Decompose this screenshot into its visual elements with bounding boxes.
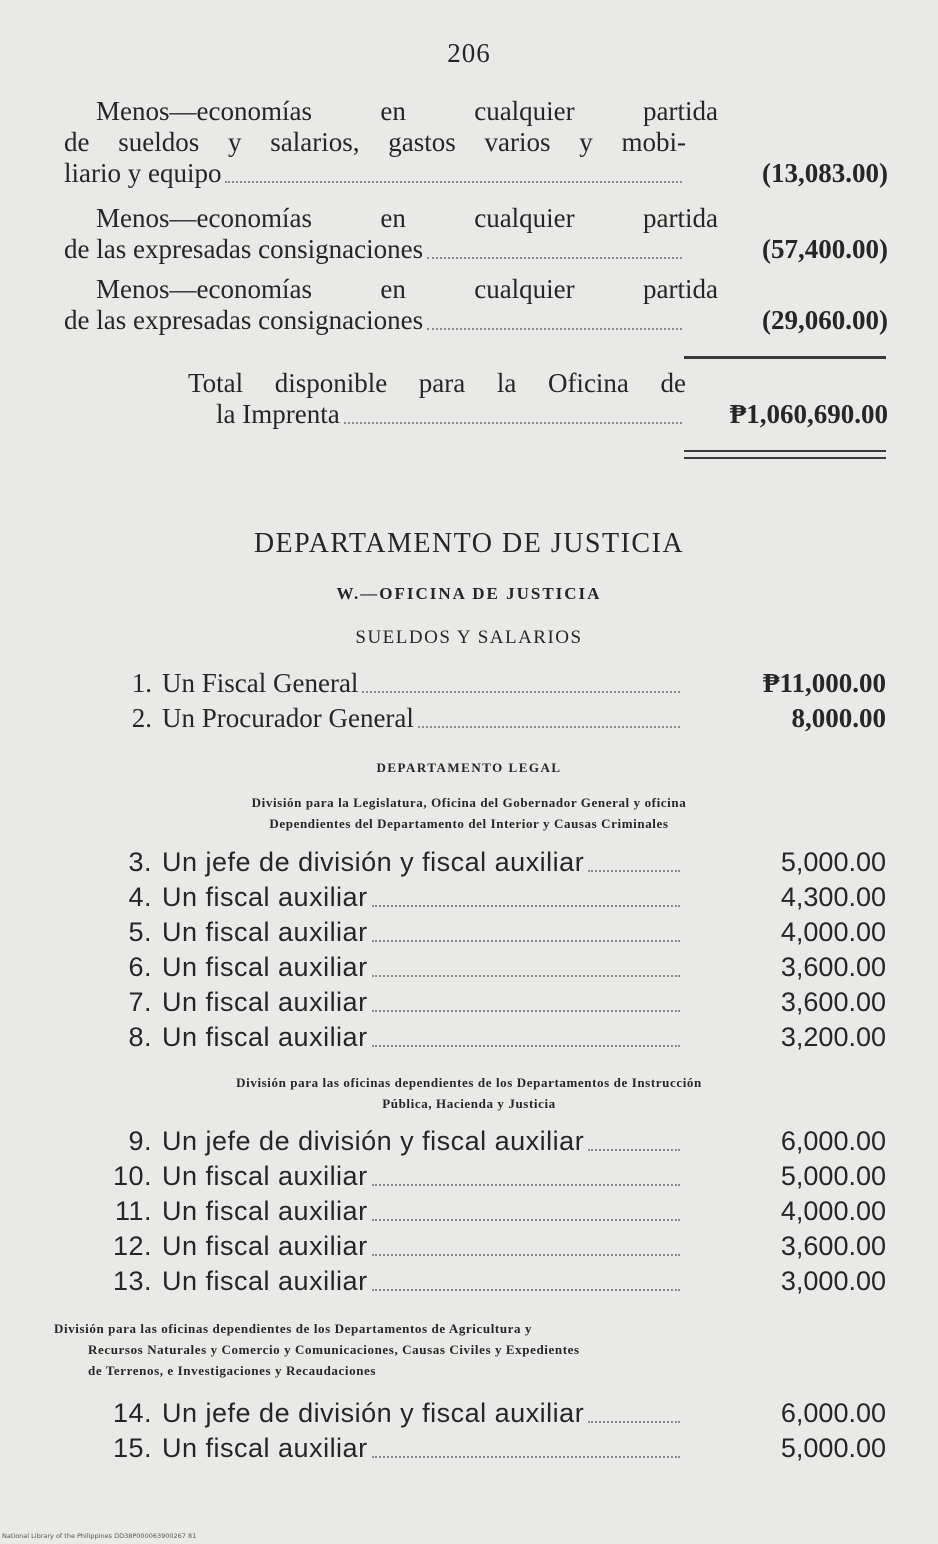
item-description: Un fiscal auxiliar xyxy=(162,952,368,982)
dot-leader xyxy=(372,1254,680,1256)
deduction-amount: (57,400.00) xyxy=(762,234,888,264)
department-title: DEPARTAMENTO DE JUSTICIA xyxy=(253,528,685,559)
salary-item xyxy=(60,1126,886,1157)
total-label: Total disponible para la Oficina de xyxy=(188,368,686,398)
deduction-entry xyxy=(64,274,888,336)
item-description: Un fiscal auxiliar xyxy=(162,1433,368,1463)
item-description: Un Procurador General xyxy=(162,703,414,733)
item-number: 9. xyxy=(128,1126,152,1156)
item-amount: 5,000.00 xyxy=(780,1161,886,1191)
salary-item xyxy=(60,847,886,878)
item-description: Un jefe de división y fiscal auxiliar xyxy=(162,1398,585,1428)
salary-item xyxy=(60,952,886,983)
item-amount: 5,000.00 xyxy=(780,1433,886,1463)
dot-leader xyxy=(372,1456,680,1458)
dot-leader xyxy=(372,940,680,942)
dot-leader xyxy=(427,328,682,330)
item-amount: 6,000.00 xyxy=(780,1126,886,1156)
dot-leader xyxy=(372,1289,680,1291)
salary-item xyxy=(60,703,886,734)
item-amount: 3,600.00 xyxy=(780,987,886,1017)
item-description: Un fiscal auxiliar xyxy=(162,987,368,1017)
item-amount: 3,200.00 xyxy=(780,1022,886,1052)
item-description: Un fiscal auxiliar xyxy=(162,1161,368,1191)
item-amount: 3,600.00 xyxy=(780,952,886,982)
salary-item xyxy=(60,1196,886,1227)
item-amount: 4,000.00 xyxy=(780,1196,886,1226)
deduction-line: Menos—economías en cualquier partida xyxy=(96,96,718,126)
salary-item xyxy=(60,1231,886,1262)
item-number: 8. xyxy=(128,1022,152,1052)
item-amount: 8,000.00 xyxy=(791,703,886,733)
item-amount: 4,000.00 xyxy=(780,917,886,947)
dot-leader xyxy=(588,1149,680,1151)
division-heading-line: Dependientes del Departamento del Interior y Causas Criminales xyxy=(269,816,669,831)
dot-leader xyxy=(344,422,682,424)
deduction-amount: (13,083.00) xyxy=(762,158,888,188)
salary-item xyxy=(60,917,886,948)
deduction-line: de sueldos y salarios, gastos varios y mobi- xyxy=(64,127,686,157)
item-amount: ₱11,000.00 xyxy=(762,668,886,698)
deduction-entry xyxy=(64,203,888,265)
total-entry xyxy=(188,368,888,430)
deduction-line: Menos—economías en cualquier partida xyxy=(96,274,718,304)
total-label: la Imprenta xyxy=(216,399,340,429)
deduction-line: Menos—economías en cualquier partida xyxy=(96,203,718,233)
item-number: 14. xyxy=(112,1398,152,1428)
salary-item xyxy=(60,1433,886,1464)
dot-leader xyxy=(427,257,682,259)
dot-leader xyxy=(372,905,680,907)
deduction-line: liario y equipo xyxy=(64,158,222,188)
deduction-line: de las expresadas consignaciones xyxy=(64,234,424,264)
division-heading-line: División para las oficinas dependientes de los Departamentos de Agricultura y xyxy=(54,1321,533,1336)
item-description: Un fiscal auxiliar xyxy=(162,917,368,947)
item-number: 13. xyxy=(112,1266,152,1296)
dot-leader xyxy=(372,1219,680,1221)
division-heading-line: División para la Legislatura, Oficina del Gobernador General y oficina xyxy=(251,795,687,810)
dot-leader xyxy=(372,1045,680,1047)
division-heading-line: Pública, Hacienda y Justicia xyxy=(382,1096,556,1111)
division-heading xyxy=(40,1072,898,1114)
deduction-amount: (29,060.00) xyxy=(762,305,888,335)
item-description: Un fiscal auxiliar xyxy=(162,1196,368,1226)
item-number: 7. xyxy=(128,987,152,1017)
item-number: 15. xyxy=(112,1433,152,1463)
page-number: 206 xyxy=(447,38,491,68)
item-number: 2. xyxy=(131,703,152,733)
deduction-line: de las expresadas consignaciones xyxy=(64,305,424,335)
item-number: 4. xyxy=(128,882,152,912)
dot-leader xyxy=(372,1010,680,1012)
item-amount: 3,600.00 xyxy=(780,1231,886,1261)
division-heading-line: Recursos Naturales y Comercio y Comunicaciones, Causas Civiles y Expedientes xyxy=(88,1342,580,1357)
dot-leader xyxy=(372,975,680,977)
item-description: Un fiscal auxiliar xyxy=(162,1231,368,1261)
division-heading-line: de Terrenos, e Investigaciones y Recaudaciones xyxy=(88,1363,377,1378)
dot-leader xyxy=(372,1184,680,1186)
item-number: 12. xyxy=(112,1231,152,1261)
item-amount: 4,300.00 xyxy=(780,882,886,912)
salary-item xyxy=(60,1022,886,1053)
salary-item xyxy=(60,1266,886,1297)
item-description: Un fiscal auxiliar xyxy=(162,1022,368,1052)
subsection-title: DEPARTAMENTO LEGAL xyxy=(376,760,562,775)
item-description: Un Fiscal General xyxy=(162,668,359,698)
item-description: Un fiscal auxiliar xyxy=(162,1266,368,1296)
salary-item xyxy=(60,1161,886,1192)
division-heading xyxy=(40,792,898,834)
item-number: 1. xyxy=(131,668,152,698)
deduction-entry xyxy=(64,96,888,189)
item-amount: 5,000.00 xyxy=(780,847,886,877)
item-amount: 6,000.00 xyxy=(780,1398,886,1428)
item-number: 5. xyxy=(128,917,152,947)
double-rule xyxy=(684,450,886,459)
salary-item xyxy=(60,882,886,913)
item-description: Un fiscal auxiliar xyxy=(162,882,368,912)
total-rule xyxy=(684,356,886,359)
salary-item xyxy=(60,668,886,699)
scan-footer: National Library of the Philippines DD38P000063900267 81 xyxy=(2,1532,197,1540)
salary-item xyxy=(60,987,886,1018)
total-amount: ₱1,060,690.00 xyxy=(729,399,888,429)
item-number: 10. xyxy=(112,1161,152,1191)
item-number: 11. xyxy=(114,1196,152,1226)
office-title: W.—OFICINA DE JUSTICIA xyxy=(336,584,602,603)
dot-leader xyxy=(418,726,680,728)
item-amount: 3,000.00 xyxy=(780,1266,886,1296)
division-heading xyxy=(54,1318,896,1381)
dot-leader xyxy=(588,1421,680,1423)
item-number: 6. xyxy=(128,952,152,982)
item-description: Un jefe de división y fiscal auxiliar xyxy=(162,847,585,877)
item-description: Un jefe de división y fiscal auxiliar xyxy=(162,1126,585,1156)
dot-leader xyxy=(588,870,680,872)
salary-item xyxy=(60,1398,886,1429)
section-title: SUELDOS Y SALARIOS xyxy=(355,627,583,648)
dot-leader xyxy=(225,181,682,183)
division-heading-line: División para las oficinas dependientes de los Departamentos de Instrucción xyxy=(236,1075,702,1090)
dot-leader xyxy=(362,691,680,693)
item-number: 3. xyxy=(128,847,152,877)
